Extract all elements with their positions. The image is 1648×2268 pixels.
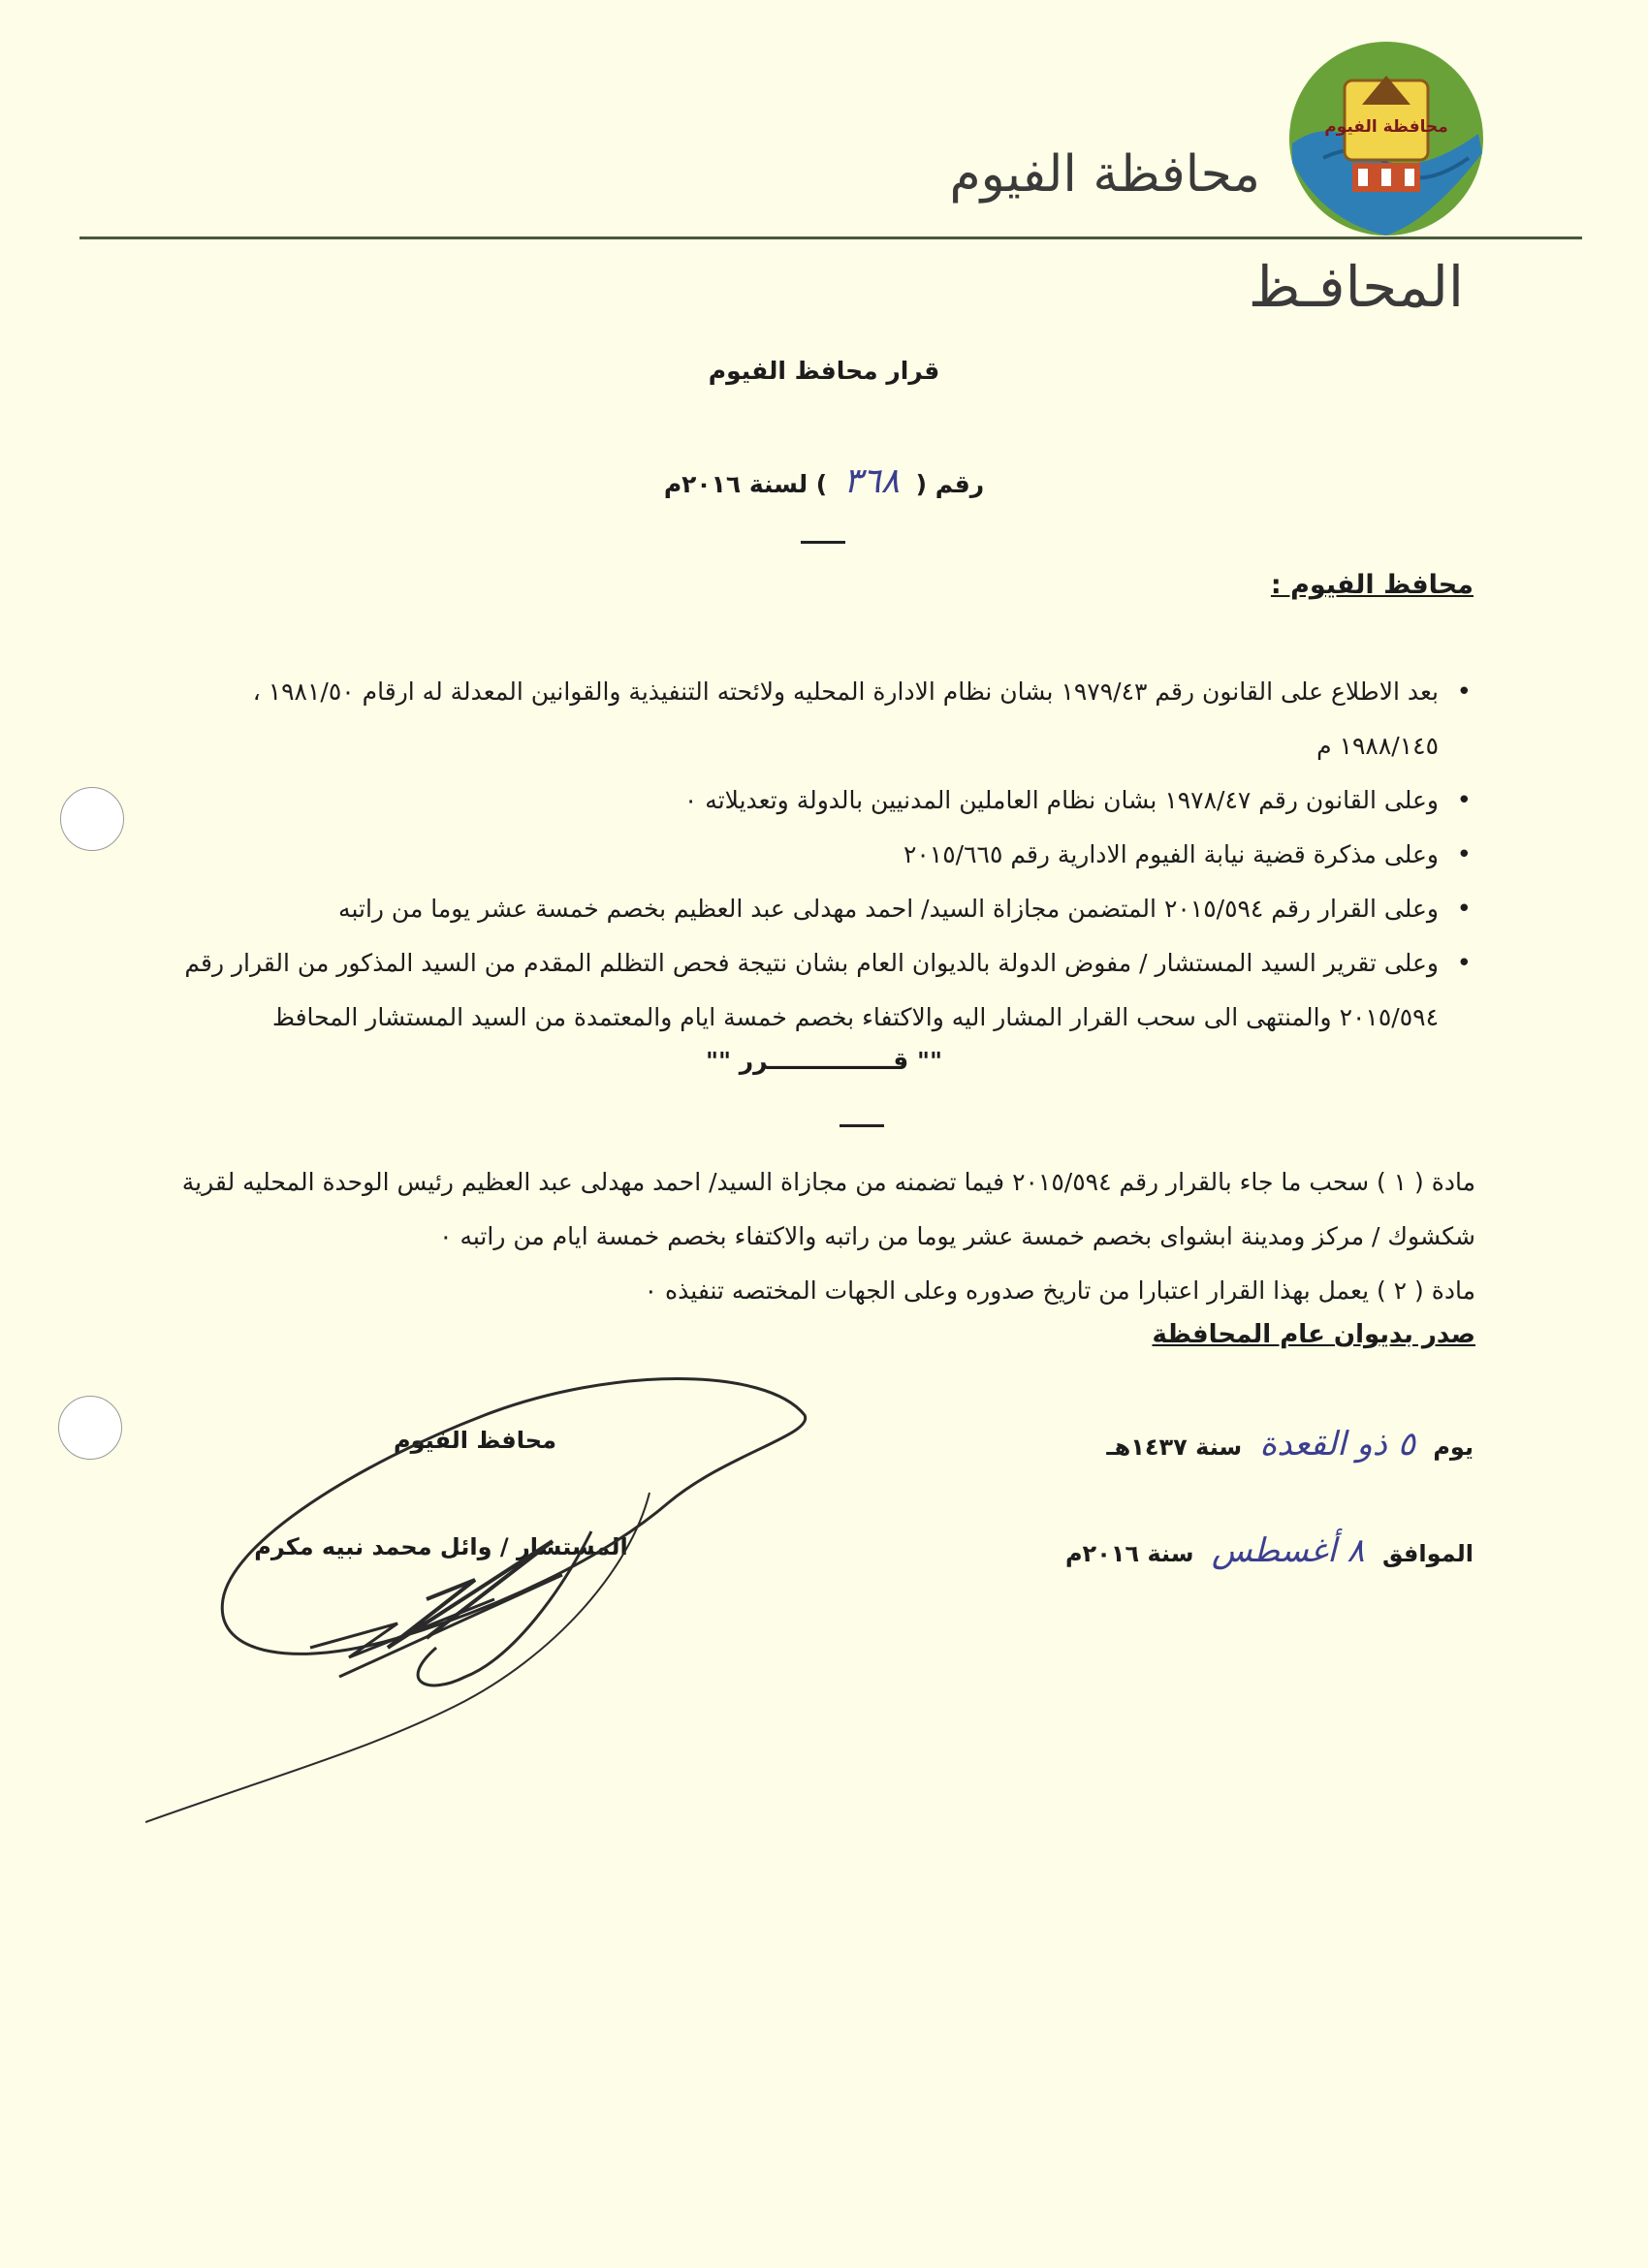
gregorian-date-handwritten: ٨ أغسطس [1211,1531,1365,1570]
hijri-date-prefix: يوم [1433,1433,1474,1461]
governorate-name: محافظة الفيوم [949,145,1260,204]
list-item: • بعد الاطلاع على القانون رقم ١٩٧٩/٤٣ بشان نظام الادارة المحليه ولائحته التنفيذية والقوانين المعدلة له ارقام ١٩٨١/٥٠ ، ١٩٨٨/١٤٥ م [162,665,1475,773]
gregorian-year: سنة ٢٠١٦م [1064,1540,1194,1567]
governorate-logo [1284,37,1488,240]
handwritten-signature [145,1357,843,1842]
title-dash [801,541,845,544]
list-item: • وعلى القانون رقم ١٩٧٨/٤٧ بشان نظام العاملين المدنيين بالدولة وتعديلاته ٠ [162,773,1475,828]
gregorian-date-prefix: الموافق [1382,1540,1474,1567]
decree-title: قرار محافظ الفيوم [708,357,940,385]
article-1: مادة ( ١ ) سحب ما جاء بالقرار رقم ٢٠١٥/٥٩٤ فيما تضمنه من مجازاة السيد/ احمد مهدلى عبد العظيم رئيس الوحدة المحليه لقرية شكشوك / مركز ومدينة ابشواى بخصم خمسة عشر يوما من راتبه والاكتفاء بخصم خمسة ايام من راتبه ٠ [181,1168,1475,1250]
signatory-name: المستشار / وائل محمد نبيه مكرم [254,1533,628,1560]
office-title: المحافـظ [1248,254,1464,320]
list-item: • وعلى القرار رقم ٢٠١٥/٥٩٤ المتضمن مجازاة السيد/ احمد مهدلى عبد العظيم بخصم خمسة عشر يوما من راتبه [162,882,1475,936]
decision-heading: "" قـــــــــــــــرر "" [706,1047,942,1075]
recitals-list [162,665,1475,1045]
list-item: • وعلى مذكرة قضية نيابة الفيوم الادارية رقم ٢٠١٥/٦٦٥ [162,828,1475,882]
decree-number-line [0,461,1648,501]
list-item: • وعلى تقرير السيد المستشار / مفوض الدولة بالديوان العام بشان نتيجة فحص التظلم المقدم من السيد المذكور من القرار رقم ٢٠١٥/٥٩٤ والمنتهى الى سحب القرار المشار اليه والاكتفاء بخصم خمسة ايام والمعتمدة من السيد المستشار المحافظ [162,936,1475,1045]
decree-number-handwritten: ٣٦٨ [842,461,900,501]
logo-text: محافظة الفيوم [1324,117,1448,137]
header-divider [79,236,1582,239]
decision-dash [840,1124,884,1127]
hijri-year: سنة ١٤٣٧هـ [1106,1433,1243,1461]
signatory-title: محافظ الفيوم [394,1427,556,1454]
issued-at: صدر بديوان عام المحافظة [1152,1320,1475,1349]
punch-hole-bottom [58,1396,122,1460]
article-2: مادة ( ٢ ) يعمل بهذا القرار اعتبارا من تاريخ صدوره وعلى الجهات المختصه تنفيذه ٠ [644,1276,1475,1305]
punch-hole-top [60,787,124,851]
gregorian-date-line [1065,1531,1474,1570]
decree-number-prefix: رقم ( [915,470,985,498]
preamble-heading: محافظ الفيوم : [1270,570,1474,600]
decree-number-suffix: ) لسنة ٢٠١٦م [663,470,828,498]
hijri-date-handwritten: ٥ ذو القعدة [1259,1425,1415,1464]
hijri-date-line [1106,1425,1474,1464]
